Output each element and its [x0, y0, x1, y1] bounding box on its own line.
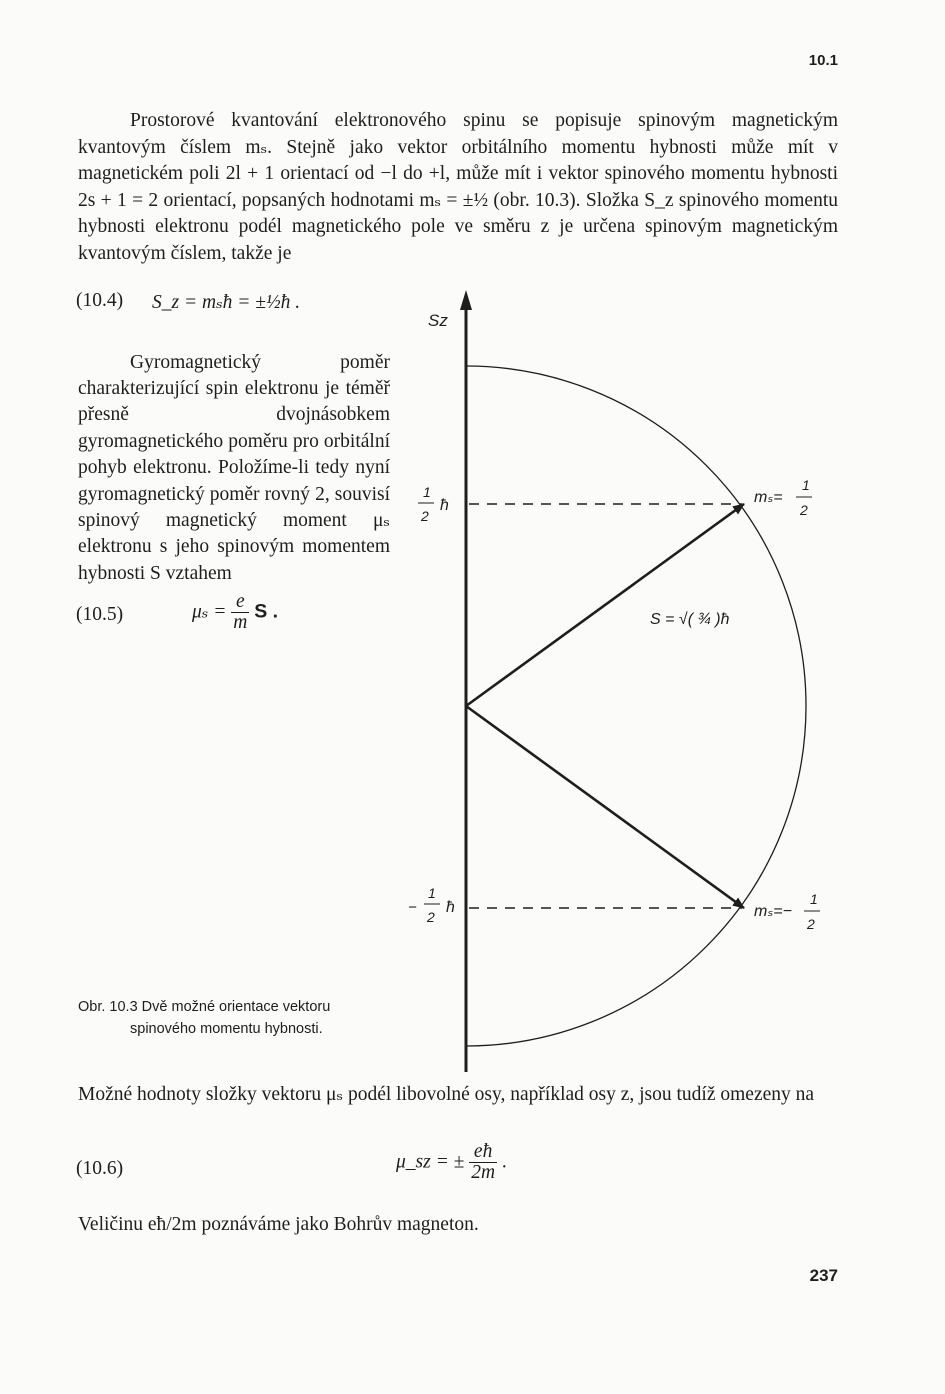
figure-caption	[78, 996, 418, 1040]
equation-10-4: S_z = mₛħ = ±½ħ .	[152, 292, 301, 313]
lower-frac-numerator: 1	[428, 885, 436, 901]
lower-minus-sign: −	[408, 899, 417, 916]
equation-10-5-rhs: S .	[254, 600, 279, 623]
vector-magnitude-label: S = √( ¾ )ħ	[650, 611, 730, 628]
upper-state-numerator: 1	[802, 477, 810, 493]
equation-10-6-numerator: eħ	[469, 1142, 497, 1163]
lower-level-label: ħ	[446, 899, 455, 916]
lower-state-numerator: 1	[810, 891, 818, 907]
lower-state-denominator: 2	[807, 916, 815, 932]
equation-10-6-lhs: μ_sz = ±	[396, 1151, 465, 1173]
upper-frac-denominator: 2	[421, 508, 429, 524]
upper-level-label: ħ	[440, 497, 449, 514]
closing-text: Veličinu eħ/2m poznáváme jako Bohrův magneton.	[78, 1214, 479, 1235]
equation-10-4-number: (10.4)	[76, 290, 124, 311]
caption-line-2: spinového momentu hybnosti.	[130, 1021, 323, 1037]
lower-state-label: mₛ=−	[754, 903, 792, 920]
intro-text: Prostorové kvantování elektronového spinu se popisuje spinovým magnetickým kvantovým číslem mₛ. Stejně jako vektor orbitálního momentu hybnosti může mít v magnetickém poli 2l + 1 orientací od −l do +l, může mít i vektor spinového momentu hybnosti 2s + 1 = 2 orientací, popsaných hodnotami mₛ = ±½ (obr. 10.3). Složka S_z spinového momentu hybnosti elektronu podél magnetického pole ve směru z je určena spinovým magnetickým kvantovým číslem, takže je	[78, 110, 838, 264]
after-figure-paragraph	[78, 1082, 838, 1109]
equation-10-6-tail: .	[501, 1151, 507, 1173]
lower-frac-denominator: 2	[427, 909, 435, 925]
upper-frac-numerator: 1	[423, 484, 431, 500]
equation-10-6-denominator: 2m	[471, 1162, 496, 1184]
equation-10-5-numerator: e	[231, 592, 249, 613]
page-number: 237	[809, 1266, 838, 1285]
upper-state-denominator: 2	[800, 502, 808, 518]
section-number: 10.1	[808, 52, 838, 69]
equation-10-6-number: (10.6)	[76, 1158, 124, 1179]
after-figure-text: Možné hodnoty složky vektoru μₛ podél libovolné osy, například osy z, jsou tudíž omezeny na	[78, 1084, 815, 1105]
equation-10-5-lhs: μₛ =	[192, 601, 227, 623]
equation-10-5-number: (10.5)	[76, 604, 124, 625]
equation-10-6-fraction	[469, 1142, 497, 1184]
spin-vector-down	[466, 706, 744, 908]
closing-paragraph	[78, 1212, 838, 1239]
upper-state-label: mₛ=	[754, 489, 783, 506]
equation-10-6	[396, 1142, 507, 1184]
spin-vector-up	[466, 504, 744, 706]
sz-axis-arrowhead	[460, 290, 472, 310]
equation-10-5-denominator: m	[233, 612, 248, 634]
semicircle-arc	[466, 366, 806, 1046]
axis-label: Sz	[428, 311, 448, 330]
caption-line-1: Obr. 10.3 Dvě možné orientace vektoru	[78, 999, 331, 1015]
column-text: Gyromagnetický poměr charakterizující spin elektronu je téměř přesně dvojnásobkem gyromagnetického poměru pro orbitální pohyb elektronu. Položíme-li tedy nyní gyromagnetický poměr rovný 2, souvisí spinový magnetický moment μₛ elektronu s jeho spinovým momentem hybnosti S vztahem	[78, 351, 390, 584]
